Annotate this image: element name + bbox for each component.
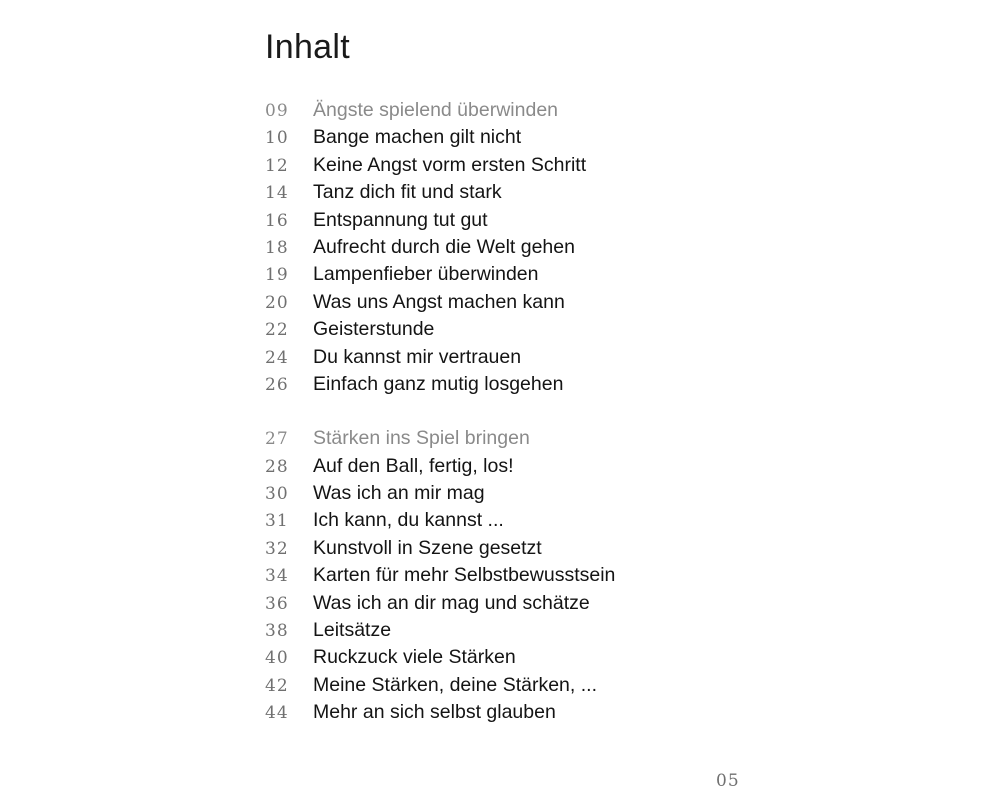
toc-section-heading[interactable] bbox=[265, 427, 785, 454]
toc-page-number: 24 bbox=[265, 347, 289, 368]
toc-entry[interactable] bbox=[265, 154, 785, 181]
toc-entry-title: Was uns Angst machen kann bbox=[313, 290, 565, 313]
toc-entry[interactable] bbox=[265, 318, 785, 345]
toc-entry-title: Karten für mehr Selbstbewusstsein bbox=[313, 564, 616, 587]
toc-entry-title: Einfach ganz mutig losgehen bbox=[313, 372, 564, 395]
toc-entry[interactable] bbox=[265, 646, 785, 673]
toc-entry[interactable] bbox=[265, 236, 785, 263]
toc-entry-title: Mehr an sich selbst glauben bbox=[313, 701, 556, 724]
page-title: Inhalt bbox=[265, 27, 350, 66]
toc-page-number: 26 bbox=[265, 374, 289, 395]
toc-page-number: 30 bbox=[265, 484, 289, 505]
toc-page-number: 34 bbox=[265, 566, 289, 587]
toc-entry-title: Kunstvoll in Szene gesetzt bbox=[313, 536, 542, 559]
toc-page-number: 36 bbox=[265, 593, 289, 614]
toc-entry-title: Lampenfieber überwinden bbox=[313, 263, 539, 286]
toc-entry[interactable] bbox=[265, 181, 785, 208]
toc-entry[interactable] bbox=[265, 263, 785, 290]
toc-section-title: Stärken ins Spiel bringen bbox=[313, 427, 530, 450]
toc-entry[interactable] bbox=[265, 373, 785, 400]
toc-entry-title: Aufrecht durch die Welt gehen bbox=[313, 235, 575, 258]
toc-entry-title: Geisterstunde bbox=[313, 318, 435, 341]
toc-entry-title: Auf den Ball, fertig, los! bbox=[313, 454, 514, 477]
toc-page-number: 27 bbox=[265, 429, 289, 450]
toc-page-number: 09 bbox=[265, 101, 289, 121]
toc-page-number: 40 bbox=[265, 648, 289, 669]
toc-page-number: 32 bbox=[265, 538, 289, 559]
toc-entry[interactable] bbox=[265, 674, 785, 701]
toc-page-number: 42 bbox=[265, 675, 289, 696]
toc-section-2 bbox=[265, 427, 785, 728]
toc-entry-title: Ich kann, du kannst ... bbox=[313, 509, 504, 532]
toc-section-title: Ängste spielend überwinden bbox=[313, 99, 559, 121]
toc-page-number: 16 bbox=[265, 210, 289, 231]
toc-page-number: 10 bbox=[265, 128, 289, 149]
toc-entry[interactable] bbox=[265, 537, 785, 564]
toc-page-number: 44 bbox=[265, 703, 289, 724]
toc-page-number: 28 bbox=[265, 456, 289, 477]
toc-entry-title: Entspannung tut gut bbox=[313, 208, 488, 231]
toc-page-number: 31 bbox=[265, 511, 289, 532]
toc-section-1 bbox=[265, 99, 785, 400]
toc-page-number: 14 bbox=[265, 183, 289, 204]
toc-page-number: 38 bbox=[265, 621, 289, 642]
toc-entry-title: Was ich an mir mag bbox=[313, 482, 485, 505]
toc-entry[interactable] bbox=[265, 126, 785, 153]
toc-page-number: 18 bbox=[265, 237, 289, 258]
toc-entry[interactable] bbox=[265, 346, 785, 373]
toc-entry-title: Keine Angst vorm ersten Schritt bbox=[313, 153, 587, 176]
toc-entry-title: Meine Stärken, deine Stärken, ... bbox=[313, 673, 597, 696]
toc-entry-title: Ruckzuck viele Stärken bbox=[313, 646, 516, 669]
toc-entry[interactable] bbox=[265, 209, 785, 236]
toc-entry-title: Tanz dich fit und stark bbox=[313, 181, 502, 204]
toc-entry-title: Bange machen gilt nicht bbox=[313, 126, 522, 149]
toc-entry-title: Du kannst mir vertrauen bbox=[313, 345, 522, 368]
toc-entry[interactable] bbox=[265, 455, 785, 482]
toc-entry[interactable] bbox=[265, 482, 785, 509]
toc-entry[interactable] bbox=[265, 701, 785, 728]
page-footer-number: 05 bbox=[716, 771, 740, 791]
toc-entry[interactable] bbox=[265, 592, 785, 619]
table-of-contents bbox=[265, 99, 785, 729]
toc-entry[interactable] bbox=[265, 619, 785, 646]
toc-entry[interactable] bbox=[265, 291, 785, 318]
toc-entry[interactable] bbox=[265, 509, 785, 536]
toc-section-heading[interactable] bbox=[265, 99, 785, 126]
toc-entry-title: Leitsätze bbox=[313, 619, 392, 642]
toc-entry[interactable] bbox=[265, 564, 785, 591]
toc-page-number: 22 bbox=[265, 320, 289, 341]
toc-page-number: 12 bbox=[265, 155, 289, 176]
toc-page-number: 20 bbox=[265, 292, 289, 313]
toc-entry-title: Was ich an dir mag und schätze bbox=[313, 591, 590, 614]
toc-page-number: 19 bbox=[265, 265, 289, 286]
